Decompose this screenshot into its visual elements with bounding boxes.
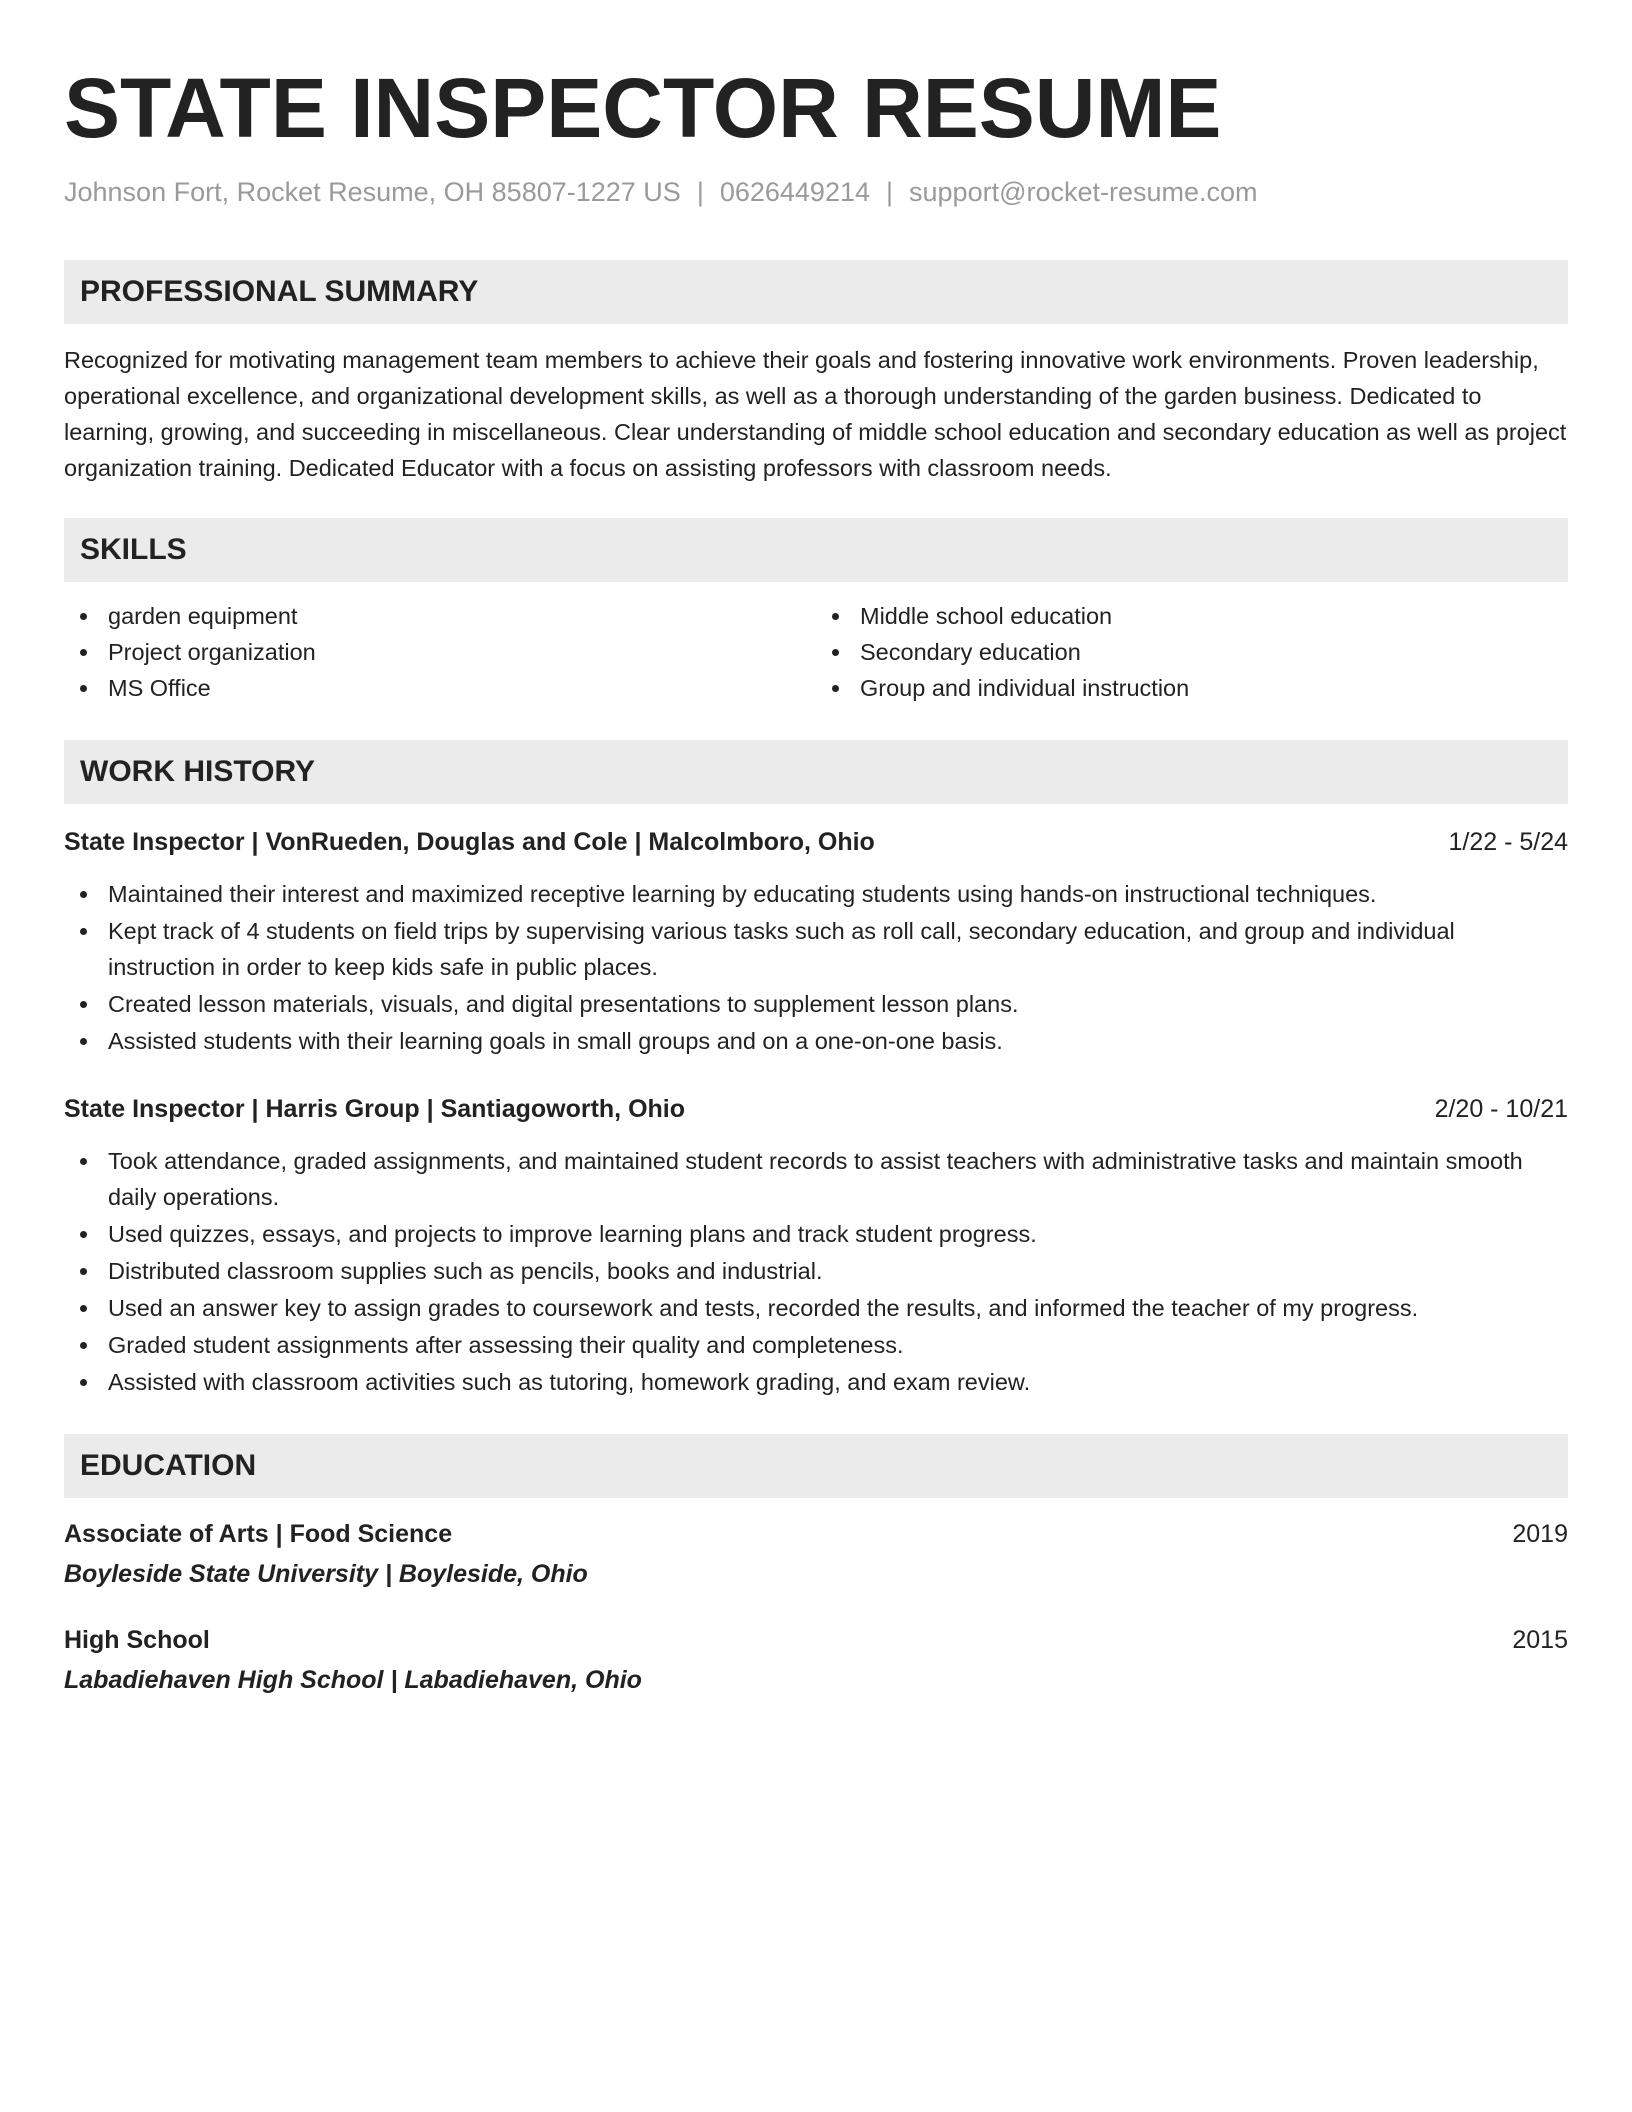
job-bullet: Maintained their interest and maximized receptive learning by educating students using hands-on instructional techniques. — [64, 876, 1568, 912]
job-bullet: Assisted students with their learning goals in small groups and on a one-on-one basis. — [64, 1023, 1568, 1059]
contact-phone: 0626449214 — [719, 177, 870, 207]
contact-line — [64, 176, 1568, 208]
resume-name: STATE INSPECTOR RESUME — [64, 61, 1222, 155]
job-bullet: Took attendance, graded assignments, and maintained student records to assist teachers with administrative tasks and maintain smooth daily operations. — [64, 1143, 1568, 1215]
education-entry — [64, 1622, 1568, 1698]
job-bullet: Used an answer key to assign grades to coursework and tests, recorded the results, and informed the teacher of my progress. — [64, 1290, 1568, 1326]
job-bullet: Assisted with classroom activities such as tutoring, homework grading, and exam review. — [64, 1364, 1568, 1400]
section-heading-summary: PROFESSIONAL SUMMARY — [64, 260, 1568, 324]
job-title: State Inspector | Harris Group | Santiagoworth, Ohio — [64, 1095, 686, 1124]
job-dates: 1/22 - 5/24 — [1448, 828, 1568, 857]
skills-list-left — [64, 598, 816, 706]
job-bullet: Created lesson materials, visuals, and digital presentations to supplement lesson plans. — [64, 986, 1568, 1022]
job-bullet: Distributed classroom supplies such as pencils, books and industrial. — [64, 1253, 1568, 1289]
job-title: State Inspector | VonRueden, Douglas and Cole | Malcolmboro, Ohio — [64, 828, 875, 857]
job-bullet: Used quizzes, essays, and projects to improve learning plans and track student progress. — [64, 1216, 1568, 1252]
skill-item: garden equipment — [64, 598, 816, 634]
education-header — [64, 1516, 1568, 1552]
contact-email: support@rocket-resume.com — [909, 177, 1258, 207]
education-degree: Associate of Arts | Food Science — [64, 1520, 453, 1549]
skill-item: Secondary education — [816, 634, 1568, 670]
skills-grid — [64, 598, 1568, 706]
summary-text: Recognized for motivating management team members to achieve their goals and fostering innovative work environments. Proven leadership, operational excellence, and organizational development skills, as well as a thorough understanding of the garden business. Dedicated to learning, growing, and succeeding in miscellaneous. Clear understanding of middle school education and secondary education as well as project organization training. Dedicated Educator with a focus on assisting professors with classroom needs. — [64, 347, 1567, 482]
job-header — [64, 824, 1568, 860]
skills-list-right — [816, 598, 1568, 706]
job-bullet: Graded student assignments after assessing their quality and completeness. — [64, 1327, 1568, 1363]
skill-item: Project organization — [64, 634, 816, 670]
education-entry — [64, 1516, 1568, 1592]
skill-item: MS Office — [64, 670, 816, 706]
skill-item: Middle school education — [816, 598, 1568, 634]
job-header — [64, 1091, 1568, 1127]
education-school: Boyleside State University | Boyleside, Ohio — [64, 1560, 588, 1589]
education-school: Labadiehaven High School | Labadiehaven, Ohio — [64, 1666, 642, 1695]
contact-separator: | — [696, 177, 704, 207]
contact-separator: | — [886, 177, 894, 207]
job-dates: 2/20 - 10/21 — [1434, 1095, 1568, 1124]
section-heading-skills: SKILLS — [64, 518, 1568, 582]
job-entry — [64, 1091, 1568, 1400]
education-year: 2015 — [1512, 1626, 1568, 1655]
job-bullets — [64, 876, 1568, 1059]
contact-address: Johnson Fort, Rocket Resume, OH 85807-1227 US — [64, 177, 681, 207]
section-heading-work-history: WORK HISTORY — [64, 740, 1568, 804]
job-bullets — [64, 1143, 1568, 1400]
education-header — [64, 1622, 1568, 1658]
section-heading-education: EDUCATION — [64, 1434, 1568, 1498]
job-bullet: Kept track of 4 students on field trips by supervising various tasks such as roll call, secondary education, and group and individual instruction in order to keep kids safe in public places. — [64, 913, 1568, 985]
job-entry — [64, 824, 1568, 1059]
education-degree: High School — [64, 1626, 210, 1655]
skill-item: Group and individual instruction — [816, 670, 1568, 706]
education-year: 2019 — [1512, 1520, 1568, 1549]
